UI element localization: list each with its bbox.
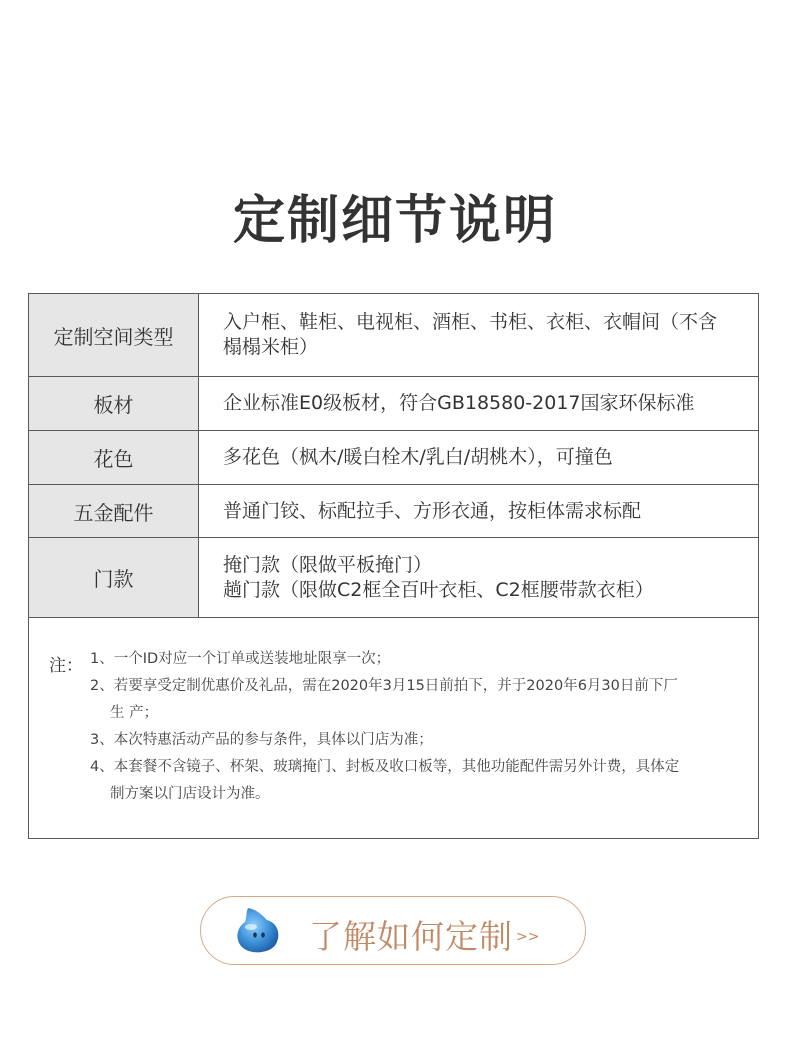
note-text-continued: 制方案以门店设计为准。 bbox=[110, 786, 270, 802]
table-row bbox=[29, 431, 758, 485]
cta-label: 了解如何定制 bbox=[309, 917, 513, 956]
value-line: 企业标准E0级板材，符合GB18580-2017国家环保标准 bbox=[223, 392, 695, 414]
learn-customization-button[interactable] bbox=[200, 896, 586, 965]
value-line: 掩门款（限做平板掩门） bbox=[223, 553, 433, 576]
note-item bbox=[90, 727, 742, 754]
value-line: 入户柜、鞋柜、电视柜、酒柜、书柜、衣柜、衣帽间（不含 bbox=[223, 311, 718, 333]
note-text: 4、本套餐不含镜子、杯架、玻璃掩门、封板及收口板等，其他功能配件需另外计费，具体定 bbox=[90, 759, 680, 775]
notes-section bbox=[29, 618, 758, 838]
page-title: 定制细节说明 bbox=[232, 191, 557, 251]
table-row bbox=[29, 377, 758, 431]
table-row bbox=[29, 538, 758, 618]
double-chevron-icon: >> bbox=[516, 929, 540, 945]
spec-table bbox=[28, 293, 759, 839]
row-label: 定制空间类型 bbox=[29, 294, 199, 376]
table-row bbox=[29, 485, 758, 538]
notes-prefix: 注： bbox=[49, 656, 83, 676]
value-line: 多花色（枫木/暖白栓木/乳白/胡桃木），可撞色 bbox=[223, 446, 613, 468]
row-label: 花色 bbox=[29, 431, 199, 484]
row-value bbox=[223, 294, 742, 376]
row-value bbox=[223, 377, 742, 430]
table-row bbox=[29, 294, 758, 377]
value-line: 趟门款（限做C2框全百叶衣柜、C2框腰带款衣柜） bbox=[223, 578, 654, 601]
note-item bbox=[90, 673, 742, 727]
note-text: 1、一个ID对应一个订单或送装地址限享一次； bbox=[90, 651, 391, 667]
water-drop-mascot-icon bbox=[234, 905, 282, 955]
value-line: 榻榻米柜） bbox=[223, 336, 319, 358]
note-text: 3、本次特惠活动产品的参与条件，具体以门店为准； bbox=[90, 732, 433, 748]
note-item bbox=[90, 646, 742, 673]
value-line: 普通门铰、标配拉手、方形衣通，按柜体需求标配 bbox=[223, 499, 642, 522]
row-value bbox=[223, 485, 742, 537]
row-label: 门款 bbox=[29, 538, 199, 617]
row-label: 五金配件 bbox=[29, 485, 199, 537]
row-label: 板材 bbox=[29, 377, 199, 430]
note-item bbox=[90, 754, 742, 808]
note-text: 2、若要享受定制优惠价及礼品，需在2020年3月15日前拍下，并于2020年6月30日前下厂 bbox=[90, 678, 678, 694]
note-text-continued: 生 产； bbox=[110, 705, 159, 721]
row-value bbox=[223, 431, 742, 484]
row-value bbox=[223, 538, 742, 617]
